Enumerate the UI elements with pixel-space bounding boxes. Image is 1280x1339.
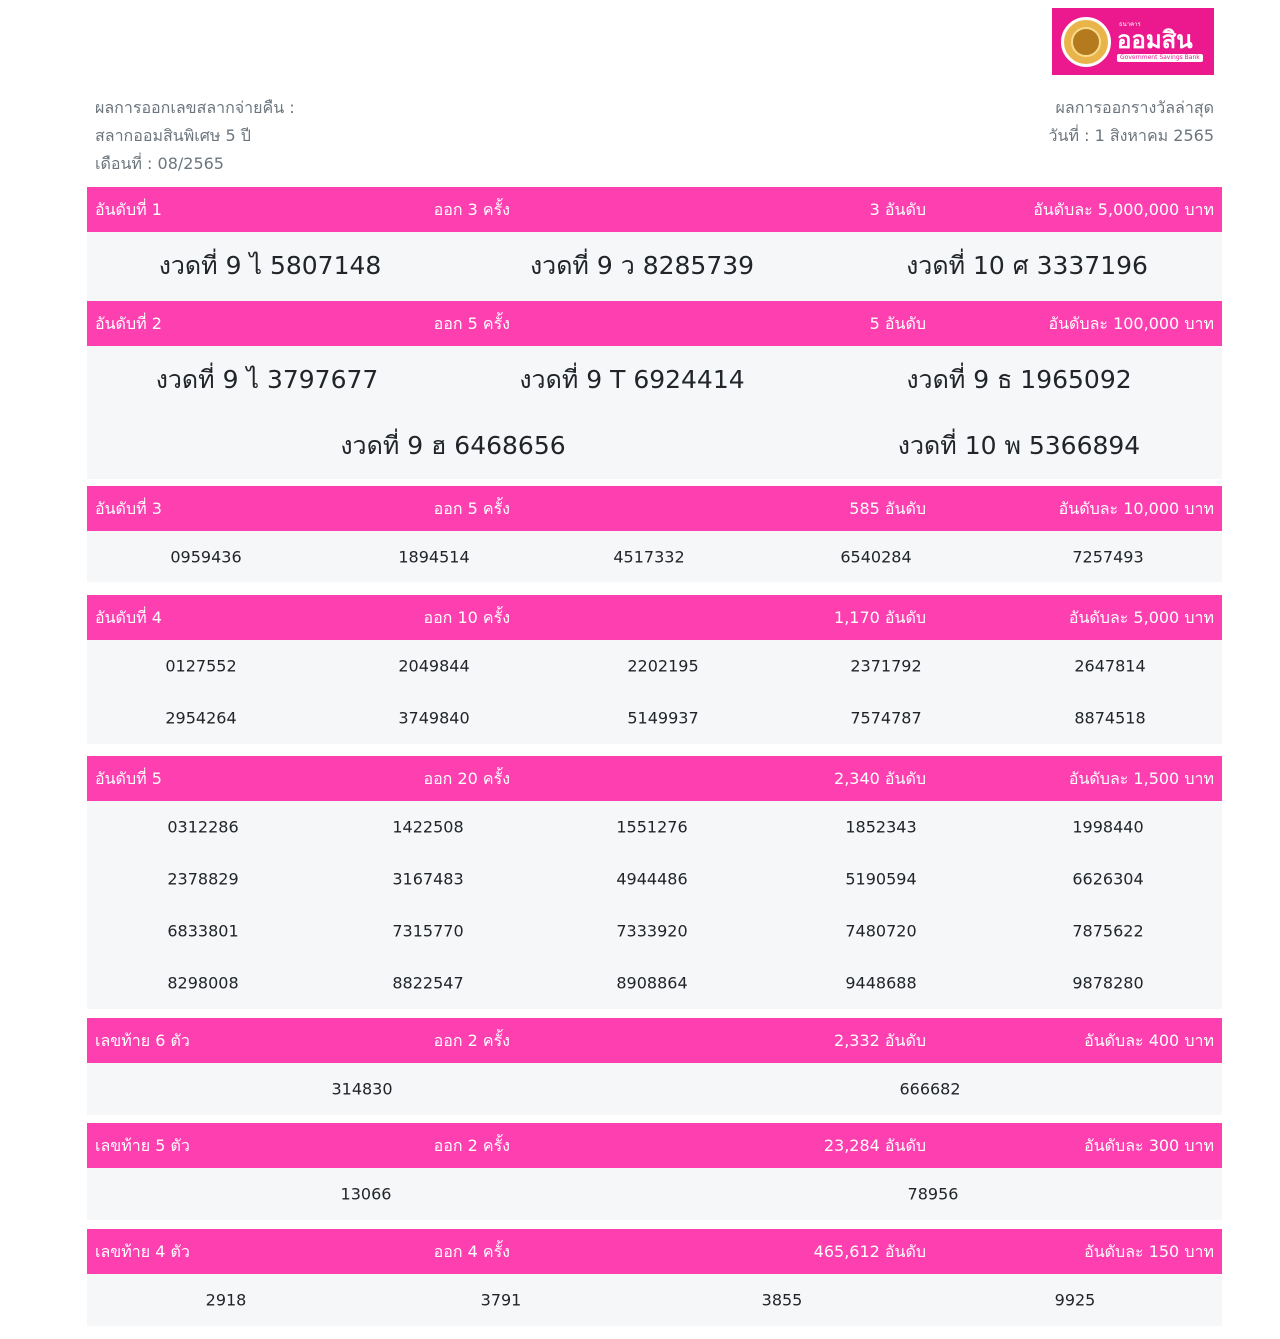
logo-main-text: ออมสิน [1117,25,1193,54]
winning-number: 0312286 [167,817,239,837]
prize-amount: อันดับละ 10,000 บาท [1058,499,1214,518]
prize-4-section [87,595,1222,744]
last-6-digits-header [87,1018,1222,1063]
prize-title: เลขท้าย 5 ตัว [95,1136,190,1155]
winning-number: 1852343 [845,817,917,837]
last-5-digits-numbers [87,1168,1222,1220]
prize-amount: อันดับละ 400 บาท [1084,1031,1214,1050]
winning-number: 8822547 [392,973,464,993]
prize-title: อันดับที่ 2 [95,314,162,333]
prize-3-numbers [87,531,1222,582]
winning-number: 5149937 [627,708,699,728]
prize-5-section [87,756,1222,1009]
prize-title: อันดับที่ 4 [95,608,162,627]
winning-number: 2378829 [167,869,239,889]
winning-number: งวดที่ 9 ไ 5807148 [158,251,382,280]
winning-number: 3855 [761,1290,803,1310]
prize-title: เลขท้าย 6 ตัว [95,1031,190,1050]
prize-draws: ออก 4 ครั้ง [433,1242,510,1261]
winning-number: 0127552 [165,656,237,676]
winning-number: 9448688 [845,973,917,993]
prize-amount: อันดับละ 5,000 บาท [1068,608,1214,627]
prize-1-section [87,187,1222,301]
prize-draws: ออก 10 ครั้ง [423,608,511,627]
result-info [95,94,295,178]
winning-number: 3749840 [398,708,470,728]
prize-title: อันดับที่ 1 [95,200,162,219]
prize-draws: ออก 20 ครั้ง [423,769,511,788]
prize-amount: อันดับละ 5,000,000 บาท [1033,200,1214,219]
winning-number: 314830 [331,1079,393,1099]
winning-number: งวดที่ 9 T 6924414 [519,365,745,394]
winning-number: 8298008 [167,973,239,993]
winning-number: 8874518 [1074,708,1146,728]
winning-number: งวดที่ 10 พ 5366894 [897,431,1141,460]
bank-emblem-icon [1061,17,1111,67]
winning-number: 4944486 [616,869,688,889]
winning-number: 2647814 [1074,656,1146,676]
winning-number: 1422508 [392,817,464,837]
winning-number: งวดที่ 9 ธ 1965092 [906,365,1132,394]
prize-draws: ออก 2 ครั้ง [433,1136,510,1155]
last-4-digits-section [87,1229,1222,1326]
winning-number: 6540284 [840,547,912,567]
winning-number: 13066 [340,1184,392,1204]
prize-3-section [87,486,1222,582]
prize-3-header [87,486,1222,531]
prize-title: เลขท้าย 4 ตัว [95,1242,190,1261]
winning-number: 7315770 [392,921,464,941]
winning-number: 1894514 [398,547,470,567]
prize-title: อันดับที่ 5 [95,769,162,788]
lottery-type: สลากออมสินพิเศษ 5 ปี [95,126,251,145]
winning-number: 1998440 [1072,817,1144,837]
prize-1-header [87,187,1222,232]
result-month: เดือนที่ : 08/2565 [95,154,224,173]
prize-2-section [87,301,1222,479]
winning-number: 666682 [899,1079,961,1099]
gsb-logo [1052,8,1214,75]
winning-number: 7574787 [850,708,922,728]
winning-number: 0959436 [170,547,242,567]
winning-number: 78956 [907,1184,959,1204]
prize-count: 5 อันดับ [869,314,926,333]
prize-amount: อันดับละ 150 บาท [1084,1242,1214,1261]
last-4-digits-numbers [87,1274,1222,1326]
winning-number: 2049844 [398,656,470,676]
prize-count: 585 อันดับ [849,499,926,518]
last-6-digits-section [87,1018,1222,1115]
winning-number: 9925 [1054,1290,1096,1310]
prize-draws: ออก 5 ครั้ง [433,314,510,333]
prize-5-numbers [87,801,1222,1009]
winning-number: 2918 [205,1290,247,1310]
prize-count: 3 อันดับ [869,200,926,219]
prize-draws: ออก 3 ครั้ง [433,200,510,219]
prize-count: 1,170 อันดับ [834,608,926,627]
winning-number: 1551276 [616,817,688,837]
prize-1-numbers [87,232,1222,301]
logo-small-text: ธนาคาร [1119,20,1141,28]
winning-number: 8908864 [616,973,688,993]
prize-2-numbers [87,346,1222,479]
last-5-digits-header [87,1123,1222,1168]
winning-number: 2202195 [627,656,699,676]
winning-number: งวดที่ 9 ไ 3797677 [155,365,379,394]
winning-number: 2954264 [165,708,237,728]
logo-english-text: Government Savings Bank [1117,54,1203,62]
prize-4-numbers [87,640,1222,744]
prize-count: 23,284 อันดับ [823,1136,926,1155]
draw-date: วันที่ : 1 สิงหาคม 2565 [1048,126,1214,145]
winning-number: 4517332 [613,547,685,567]
prize-count: 465,612 อันดับ [813,1242,926,1261]
winning-number: 7875622 [1072,921,1144,941]
prize-draws: ออก 2 ครั้ง [433,1031,510,1050]
winning-number: 7257493 [1072,547,1144,567]
last-4-digits-header [87,1229,1222,1274]
winning-number: 6626304 [1072,869,1144,889]
winning-number: งวดที่ 9 ฮ 6468656 [340,431,566,460]
prize-title: อันดับที่ 3 [95,499,162,518]
winning-number: 2371792 [850,656,922,676]
prize-amount: อันดับละ 300 บาท [1084,1136,1214,1155]
prize-2-header [87,301,1222,346]
latest-draw-info [1049,94,1214,150]
prize-amount: อันดับละ 1,500 บาท [1068,769,1214,788]
prize-amount: อันดับละ 100,000 บาท [1048,314,1214,333]
winning-number: 9878280 [1072,973,1144,993]
winning-number: 3167483 [392,869,464,889]
prize-count: 2,332 อันดับ [834,1031,926,1050]
prize-count: 2,340 อันดับ [834,769,926,788]
last-5-digits-section [87,1123,1222,1220]
prize-5-header [87,756,1222,801]
winning-number: งวดที่ 10 ศ 3337196 [906,251,1148,280]
last-6-digits-numbers [87,1063,1222,1115]
winning-number: 7480720 [845,921,917,941]
prize-draws: ออก 5 ครั้ง [433,499,510,518]
winning-number: 5190594 [845,869,917,889]
winning-number: 6833801 [167,921,239,941]
prize-4-header [87,595,1222,640]
winning-number: 3791 [480,1290,522,1310]
winning-number: 7333920 [616,921,688,941]
result-title: ผลการออกเลขสลากจ่ายคืน : [95,98,295,117]
winning-number: งวดที่ 9 ว 8285739 [529,251,755,280]
latest-draw-title: ผลการออกรางวัลล่าสุด [1055,98,1214,117]
